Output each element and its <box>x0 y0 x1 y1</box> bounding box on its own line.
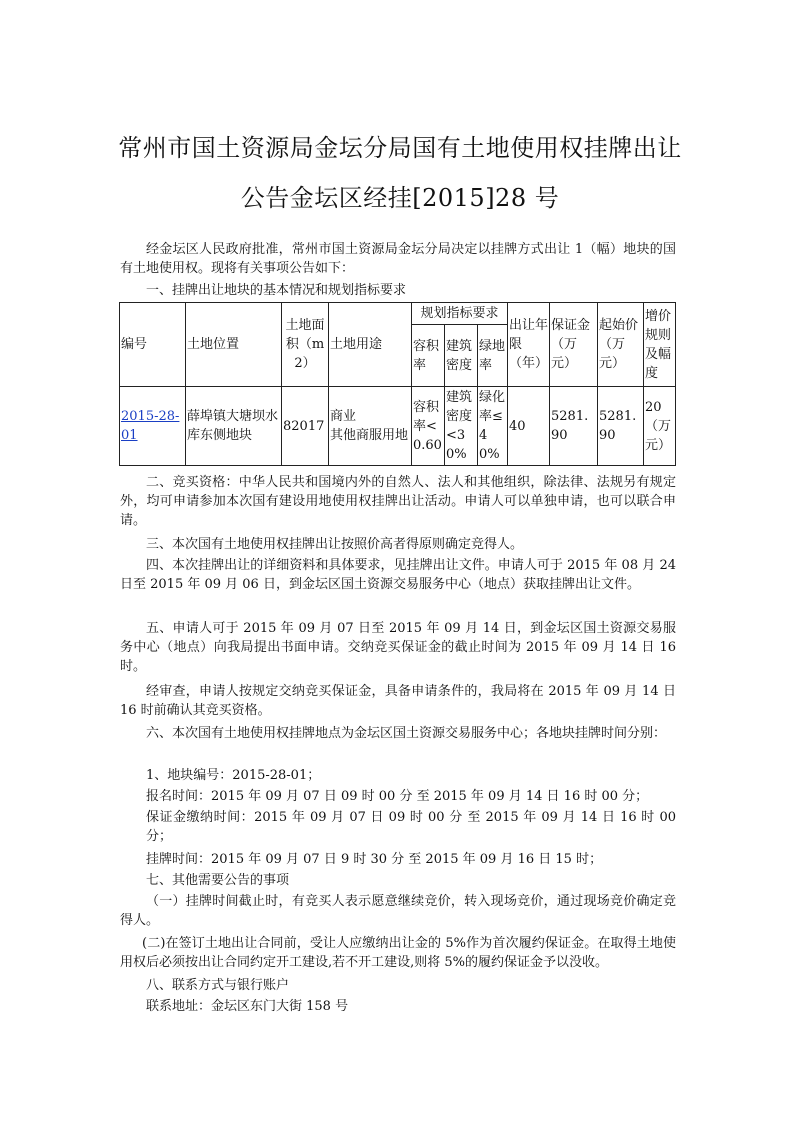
paragraph-5: 五、申请人可于 2015 年 09 月 07 日至 2015 年 09 月 14 日，到金坛区国土资源交易服务中心（地点）向我局提出书面申请。交纳竞买保证金的截止时间为 2015 年 09 月 14 日 16 时。 <box>120 621 676 674</box>
paragraph-7-item-2: (二)在签订土地出让合同前，受让人应缴纳出让金的 5%作为首次履约保证金。在取得土地使用权后必须按出让合同约定开工建设,若不开工建设,则将 5%的履约保证金予以没收。 <box>120 936 676 970</box>
paragraph-6-item-4: 挂牌时间：2015 年 09 月 07 日 9 时 30 分 至 2015 年 09 月 16 日 15 时； <box>146 852 603 867</box>
cell-far: 容积率<0.60 <box>412 387 445 466</box>
cell-term: 40 <box>508 387 550 466</box>
paragraph-6-item-1: 1、地块编号：2015-28-01； <box>146 768 321 783</box>
intro-paragraph: 经金坛区人民政府批准，常州市国土资源局金坛分局决定以挂牌方式出让 1（幅）地块的国有土地使用权。现将有关事项公告如下： <box>120 242 676 276</box>
header-deposit: 保证金（万元） <box>550 303 598 387</box>
header-no: 编号 <box>120 303 186 387</box>
paragraph-3: 三、本次国有土地使用权挂牌出让按照价高者得原则确定竞得人。 <box>146 537 524 552</box>
header-far: 容积率 <box>412 325 445 387</box>
header-start-price: 起始价（万元） <box>598 303 644 387</box>
table-row <box>120 387 676 466</box>
paragraph-8-item-1: 联系地址：金坛区东门大街 158 号 <box>146 999 349 1014</box>
cell-green: 绿化率≤40% <box>478 387 508 466</box>
cell-density: 建筑密度<30% <box>445 387 478 466</box>
cell-use <box>329 387 412 466</box>
header-increment: 增价规则及幅度 <box>644 303 676 387</box>
header-location: 土地位置 <box>186 303 282 387</box>
header-plan: 规划指标要求 <box>412 303 508 325</box>
paragraph-6-item-2: 报名时间：2015 年 09 月 07 日 09 时 00 分 至 2015 年 09 月 14 日 16 时 00 分； <box>146 789 649 804</box>
document-title-line-2: 公告金坛区经挂[2015]28 号 <box>240 184 560 212</box>
document-title-line-1: 常州市国土资源局金坛分局国有土地使用权挂牌出让 <box>118 134 682 162</box>
header-use: 土地用途 <box>329 303 412 387</box>
parcel-link[interactable]: 2015-28-01 <box>121 409 180 443</box>
paragraph-6: 六、本次国有土地使用权挂牌地点为金坛区国土资源交易服务中心；各地块挂牌时间分别： <box>146 726 667 741</box>
cell-area: 82017 <box>282 387 329 466</box>
paragraph-6-item-3: 保证金缴纳时间：2015 年 09 月 07 日 09 时 00 分 至 2015 年 09 月 14 日 16 时 00 分； <box>146 810 676 844</box>
section-1-heading: 一、挂牌出让地块的基本情况和规划指标要求 <box>146 283 407 298</box>
cell-use-line-2: 其他商服用地 <box>330 428 409 443</box>
cell-parcel-no[interactable] <box>120 387 186 466</box>
header-area: 土地面积（m2） <box>282 303 329 387</box>
paragraph-2: 二、竞买资格：中华人民共和国境内外的自然人、法人和其他组织，除法律、法规另有规定外，均可申请参加本次国有建设用地使用权挂牌出让活动。申请人可以单独申请，也可以联合申请。 <box>120 475 676 528</box>
paragraph-8: 八、联系方式与银行账户 <box>146 978 290 993</box>
cell-use-line-1: 商业 <box>330 409 357 424</box>
header-term: 出让年限（年） <box>508 303 550 387</box>
cell-increment: 20（万元） <box>644 387 676 466</box>
header-density: 建筑密度 <box>445 325 478 387</box>
land-parcel-table <box>119 302 676 466</box>
paragraph-7-item-1: （一）挂牌时间截止时，有竞买人表示愿意继续竞价，转入现场竞价，通过现场竞价确定竞得人。 <box>120 894 676 928</box>
paragraph-5b: 经审查，申请人按规定交纳竞买保证金，具备申请条件的，我局将在 2015 年 09 月 14 日 16 时前确认其竞买资格。 <box>120 684 676 718</box>
cell-location: 薛埠镇大塘坝水库东侧地块 <box>186 387 282 466</box>
header-green: 绿地率 <box>478 325 508 387</box>
cell-start-price: 5281.90 <box>598 387 644 466</box>
cell-deposit: 5281.90 <box>550 387 598 466</box>
paragraph-4: 四、本次挂牌出让的详细资料和具体要求，见挂牌出让文件。申请人可于 2015 年 08 月 24 日至 2015 年 09 月 06 日，到金坛区国土资源交易服务中心（地点）获取挂牌出让文件。 <box>120 558 676 592</box>
paragraph-7: 七、其他需要公告的事项 <box>146 873 290 888</box>
table-header-row <box>120 303 676 325</box>
